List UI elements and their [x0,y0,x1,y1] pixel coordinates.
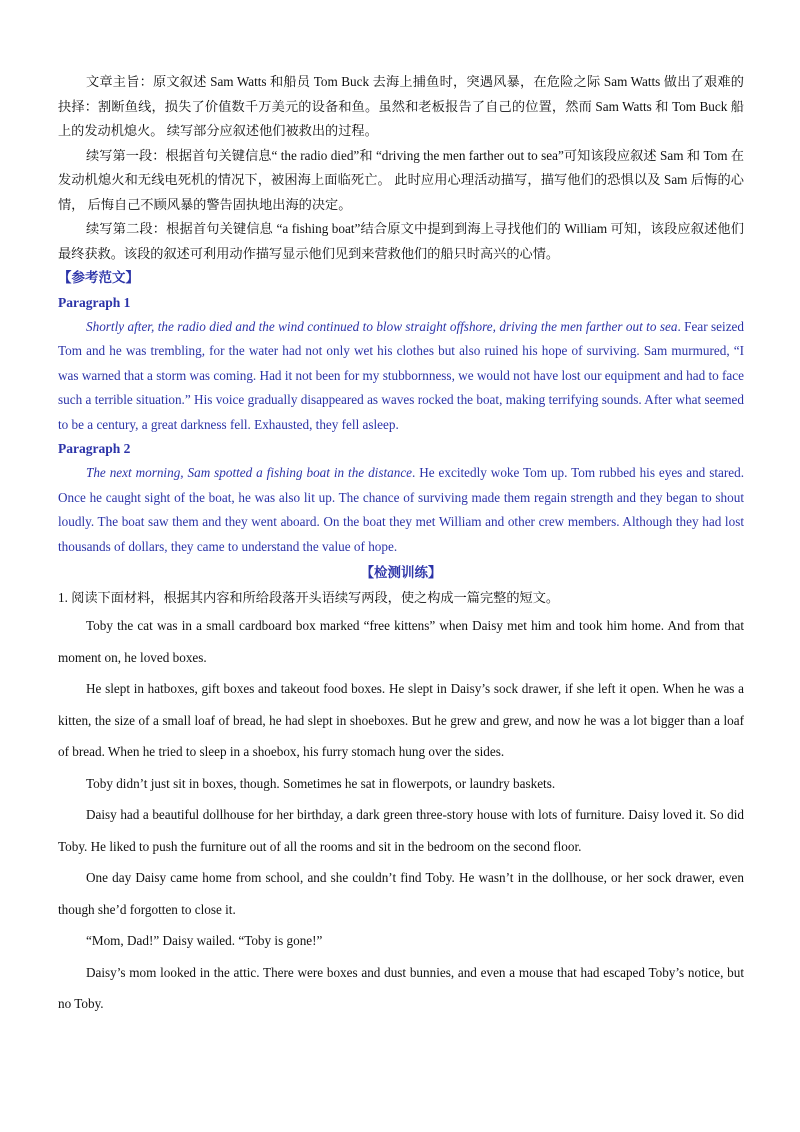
story-paragraph: He slept in hatboxes, gift boxes and takeout food boxes. He slept in Daisy’s sock drawer, if she left it open. When he was a kitten, the size of a small loaf of bread, he had slept in shoeboxes. But he grew and grew, and now he was a lot bigger than a loaf of bread. When he tried to sleep in a shoebox, his furry stomach hung over the sides. [58,681,744,759]
paragraph-1-body: . Fear seized Tom and he was trembling, for the water had not only wet his clothes but also ruined his hope of surviving. Sam murmured, “I was warned that a storm was coming. Had it not been for my stubbornness, we would not have lost our equipment and had to face such a terrible situation.” His voice gradually disappeared as waves rocked the boat, making terrifying sounds. After what seemed to be a century, a great darkness fell. Exhausted, they fell asleep. [58,318,744,432]
paragraph-2-heading: Paragraph 2 [58,441,131,456]
analysis-paragraph-2: 续写第二段：根据首句关键信息 “a fishing boat”结合原文中提到到海上寻找他们的 William 可知，该段应叙述他们最终获救。该段的叙述可利用动作描写显示他们见到来营救他们的船只时高兴的心情。 [58,221,744,261]
task-instruction: 1. 阅读下面材料，根据其内容和所给段落开头语续写两段，使之构成一篇完整的短文。 [58,590,560,605]
analysis-paragraph-1: 续写第一段：根据首句关键信息“ the radio died”和 “driving the men farther out to sea”可知该段应叙述 Sam 和 Tom 在发动机熄火和无线电死机的情况下，被困海上面临死亡。 此时应用心理活动描写，描写他们的恐惧以及 Sam 后悔的心情， 后悔自己不顾风暴的警告固执地出海的决定。 [58,147,744,212]
paragraph-2-body: . He excitedly woke Tom up. Tom rubbed his eyes and stared. Once he caught sight of the boat, he was also lit up. The chance of surviving made them regain strength and they began to shout loudly. The boat saw them and they went aboard. On the boat they met William and other crew members. Although they had lost thousands of dollars, they came to understand the value of hope. [58,465,744,554]
story-paragraph: One day Daisy came home from school, and she couldn’t find Toby. He wasn’t in the dollhouse, or her sock drawer, even though she’d forgotten to close it. [58,870,744,917]
story-paragraph: Toby the cat was in a small cardboard box marked “free kittens” when Daisy met him and took him home. And from that moment on, he loved boxes. [58,618,744,665]
story-paragraph: Toby didn’t just sit in boxes, though. Sometimes he sat in flowerpots, or laundry baskets. [86,775,556,791]
story-paragraph: “Mom, Dad!” Daisy wailed. “Toby is gone!” [86,933,323,948]
story-paragraph: Daisy’s mom looked in the attic. There were boxes and dust bunnies, and even a mouse that had escaped Toby’s notice, but no Toby. [58,964,744,1011]
document-page [58,70,744,1020]
paragraph-1-lead: Shortly after, the radio died and the wind continued to blow straight offshore, driving the men farther out to sea [86,318,678,334]
paragraph-2-text [58,461,744,559]
paragraph-2-lead: The next morning, Sam spotted a fishing boat in the distance [86,465,413,480]
analysis-summary: 文章主旨：原文叙述 Sam Watts 和船员 Tom Buck 去海上捕鱼时，突遇风暴，在危险之际 Sam Watts 做出了艰难的抉择：割断鱼线，损失了价值数千万美元的设备和鱼。虽然和老板报告了自己的位置，然而 Sam Watts 和 Tom Buck 船上的发动机熄火。 续写部分应叙述他们被救出的过程。 [58,74,744,138]
paragraph-1-text [58,315,744,438]
reference-label: 【参考范文】 [58,270,139,285]
story-paragraph: Daisy had a beautiful dollhouse for her birthday, a dark green three-story house with lots of furniture. Daisy loved it. So did Toby. He liked to push the furniture out of all the rooms and sit in the bedroom on the second floor. [58,807,744,854]
training-title: 【检测训练】 [360,565,442,580]
paragraph-1-heading: Paragraph 1 [58,294,131,310]
